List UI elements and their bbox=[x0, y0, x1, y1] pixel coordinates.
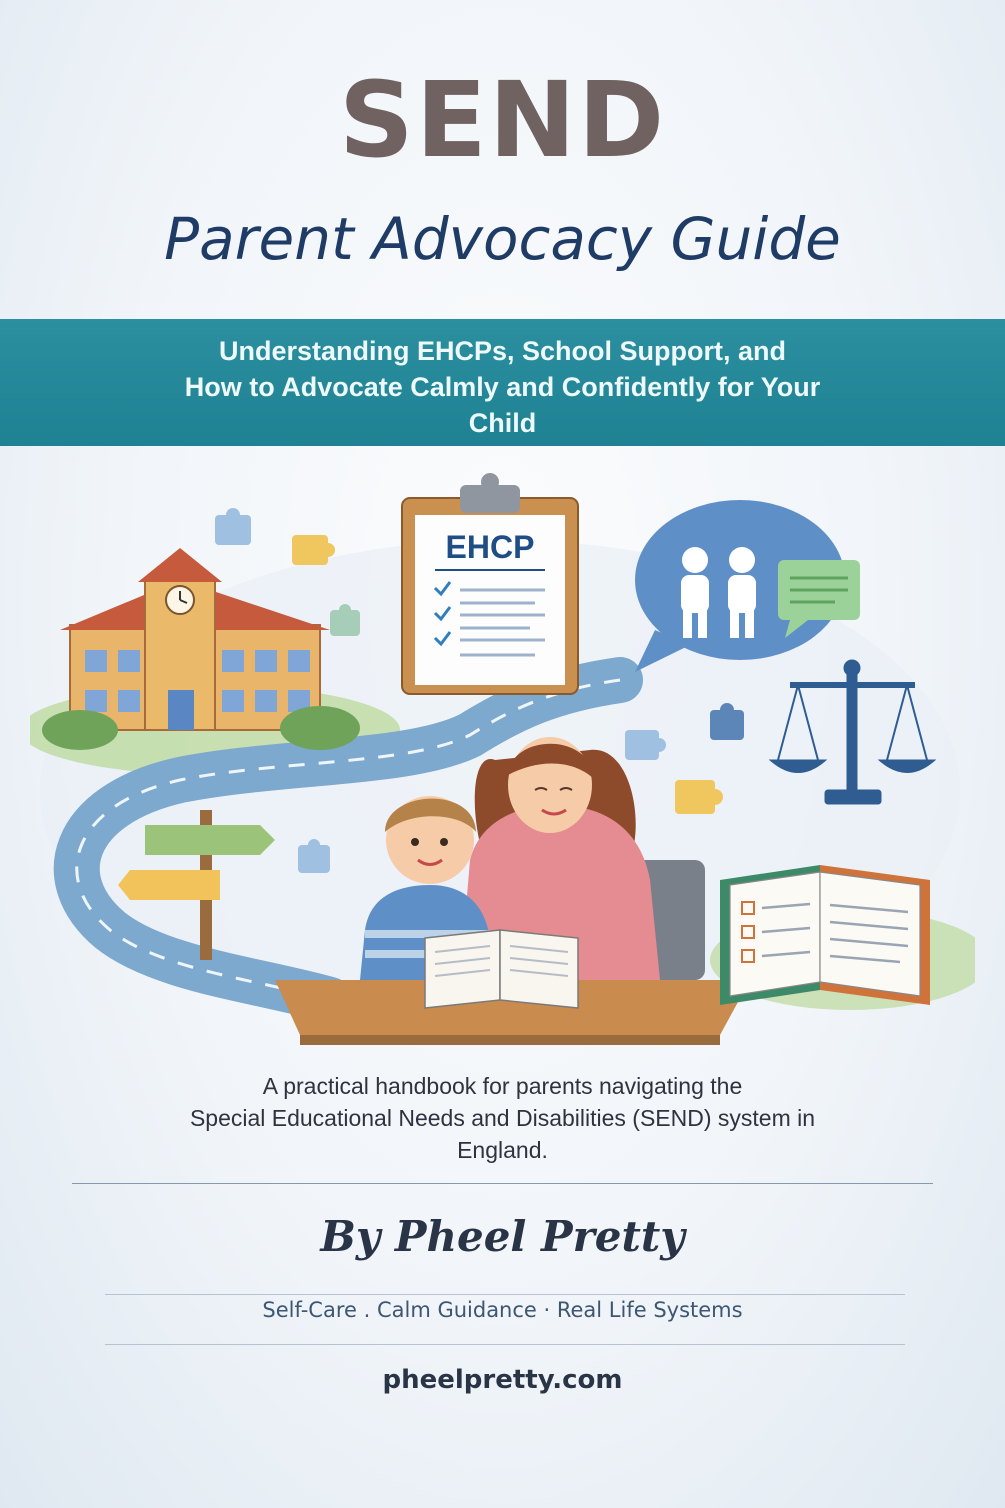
band-line-2: How to Advocate Calmly and Confidently for Your bbox=[184, 372, 821, 402]
open-book-icon bbox=[425, 930, 578, 1008]
divider-line bbox=[72, 1183, 933, 1184]
website: pheelpretty.com bbox=[382, 1365, 623, 1395]
book-title: SEND bbox=[338, 59, 667, 181]
clipboard-label: EHCP bbox=[445, 529, 535, 565]
cover-illustration bbox=[30, 460, 975, 1050]
clipboard-icon bbox=[402, 473, 578, 694]
puzzle-piece-icon bbox=[215, 508, 251, 545]
description-line-1: A practical handbook for parents navigating the bbox=[262, 1073, 743, 1099]
divider-line bbox=[105, 1294, 905, 1295]
book-subtitle: Parent Advocacy Guide bbox=[164, 205, 841, 273]
description-line-2: Special Educational Needs and Disabilities (SEND) system in bbox=[189, 1105, 816, 1131]
description-line-3: England. bbox=[457, 1137, 548, 1163]
divider-line bbox=[105, 1344, 905, 1345]
author-name: By Pheel Pretty bbox=[320, 1212, 685, 1261]
band-line-1: Understanding EHCPs, School Support, and bbox=[218, 336, 787, 366]
tagline: Self-Care . Calm Guidance · Real Life Systems bbox=[262, 1298, 743, 1322]
band-line-3: Child bbox=[468, 408, 537, 438]
checklist-book-icon bbox=[720, 865, 930, 1005]
band-text bbox=[120, 333, 885, 441]
book-description bbox=[100, 1070, 905, 1166]
